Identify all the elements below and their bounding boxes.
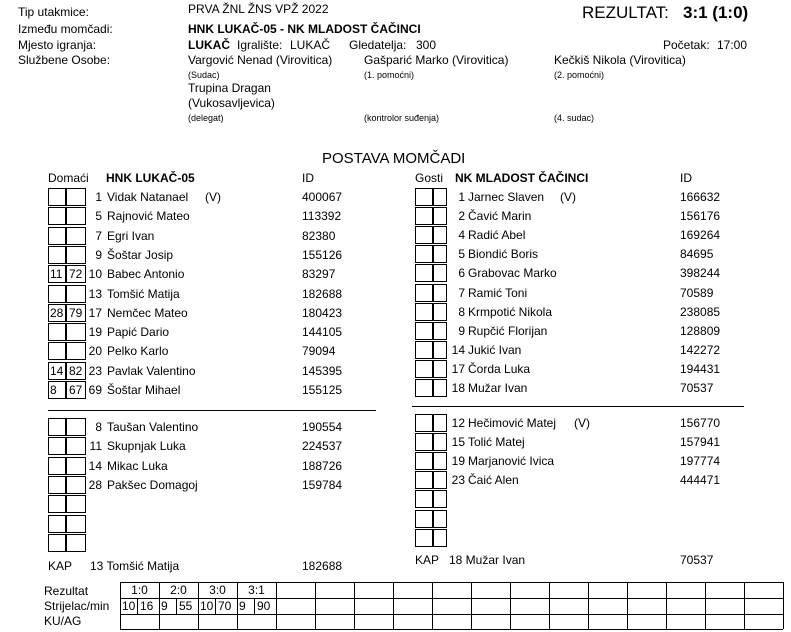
player-name: Babec Antonio xyxy=(107,267,185,282)
player-id: 84695 xyxy=(680,247,714,262)
player-number: 14 xyxy=(88,458,102,473)
sub-minute-box xyxy=(433,245,447,263)
start-label: Početak: xyxy=(663,38,710,52)
result-value: 3:1 (1:0) xyxy=(683,3,749,22)
home-captain-name: 13 Tomšić Matija xyxy=(90,559,180,573)
home-id-header: ID xyxy=(302,171,314,185)
player-id: 144105 xyxy=(302,325,343,340)
grid-hline xyxy=(120,614,783,615)
sub-minute-box xyxy=(415,245,433,263)
player-number: 15 xyxy=(451,435,465,450)
sub-minute: 82 xyxy=(69,363,83,378)
pitch-label: Igralište: xyxy=(237,38,283,52)
away-divider xyxy=(412,406,744,407)
player-id: 70589 xyxy=(680,285,714,300)
assistant2-role: (2. pomoćni) xyxy=(554,70,605,80)
player-id: 169264 xyxy=(680,228,721,243)
grid-vline xyxy=(510,582,511,629)
player-number: 1 xyxy=(458,190,465,204)
player-name: Ramić Toni xyxy=(468,285,528,300)
sub-minute-box xyxy=(415,207,433,225)
scorer-row-label: Strijelac/min xyxy=(44,599,110,613)
captain-flag: (V) xyxy=(560,190,576,204)
grid-split xyxy=(176,598,177,614)
spectators-value: 300 xyxy=(416,38,437,52)
player-number: 9 xyxy=(95,247,102,262)
pitch-value: LUKAČ xyxy=(290,38,331,52)
sub-minute-box xyxy=(48,207,66,225)
player-number: 9 xyxy=(458,323,465,338)
scorer-number: 10 xyxy=(200,599,214,613)
sub-minute-box xyxy=(415,490,433,508)
grid-split xyxy=(215,598,216,614)
player-id: 197774 xyxy=(680,454,721,469)
grid-vline xyxy=(744,582,745,629)
referee-name: Vargović Nenad (Virovitica) xyxy=(188,53,333,67)
player-number: 1 xyxy=(95,190,102,204)
sub-minute-box xyxy=(66,418,86,436)
score-cell: 1:0 xyxy=(131,583,148,597)
sub-minute-box xyxy=(415,471,433,489)
away-label: Gosti xyxy=(415,171,444,185)
score-cell: 3:0 xyxy=(209,583,226,597)
sub-minute-box xyxy=(415,303,433,321)
grid-vline xyxy=(276,582,277,629)
sub-minute-box xyxy=(66,495,86,513)
player-id: 79094 xyxy=(302,344,336,359)
assistant1-role: (1. pomoćni) xyxy=(364,70,415,80)
player-id: 70537 xyxy=(680,381,714,395)
sub-minute-box xyxy=(433,322,447,340)
sub-minute-box xyxy=(415,452,433,470)
sub-minute-box xyxy=(48,342,66,360)
player-id: 180423 xyxy=(302,305,343,320)
grid-hline xyxy=(120,629,783,630)
player-number: 4 xyxy=(458,228,465,243)
player-name: Tolić Matej xyxy=(468,435,525,450)
away-id-header: ID xyxy=(680,171,692,185)
grid-vline xyxy=(783,582,784,629)
player-number: 18 xyxy=(451,381,465,395)
controller-role: (kontrolor suđenja) xyxy=(364,113,440,123)
sub-minute-box xyxy=(66,457,86,475)
player-name: Taušan Valentino xyxy=(107,420,199,434)
player-id: 188726 xyxy=(302,458,343,473)
player-name: Čaić Alen xyxy=(468,473,519,488)
sub-minute-box xyxy=(48,285,66,303)
sub-minute-box xyxy=(66,207,86,225)
player-number: 7 xyxy=(95,228,102,243)
player-id: 400067 xyxy=(302,190,343,204)
player-name: Radić Abel xyxy=(468,228,526,243)
sub-minute-box xyxy=(433,452,447,470)
player-id: 156770 xyxy=(680,416,721,430)
home-captain-id: 182688 xyxy=(302,559,343,573)
player-name: Pavlak Valentino xyxy=(107,363,196,378)
sub-minute: 72 xyxy=(69,267,83,282)
sub-minute-box xyxy=(433,303,447,321)
player-number: 5 xyxy=(95,209,102,224)
away-captain-id: 70537 xyxy=(680,553,714,567)
sub-minute-box xyxy=(66,323,86,341)
captain-flag: (V) xyxy=(205,190,221,204)
sub-minute-box xyxy=(433,490,447,508)
venue-value: LUKAČ xyxy=(188,38,230,52)
scorer-minute: 16 xyxy=(140,599,154,613)
player-name: Krmpotić Nikola xyxy=(468,304,553,319)
scorer-minute: 90 xyxy=(257,599,271,613)
grid-vline xyxy=(354,582,355,629)
delegate-name-line2: (Vukosavljevica) xyxy=(188,96,275,110)
sub-minute-box xyxy=(415,529,433,547)
delegate-name-line1: Trupina Dragan xyxy=(188,81,271,95)
sub-minute-box xyxy=(66,227,86,245)
teams-label: Između momčadi: xyxy=(18,22,113,36)
sub-minute-box xyxy=(48,495,66,513)
sub-minute-box xyxy=(433,414,447,432)
player-number: 28 xyxy=(88,477,102,492)
player-number: 8 xyxy=(95,420,102,434)
player-id: 166632 xyxy=(680,190,721,204)
assistant1-name: Gašparić Marko (Virovitica) xyxy=(364,53,509,67)
player-name: Mikac Luka xyxy=(107,458,168,473)
player-name: Marjanović Ivica xyxy=(468,454,555,469)
player-number: 11 xyxy=(89,439,102,454)
sub-in-number: 8 xyxy=(50,383,57,397)
spectators-label: Gledatelja: xyxy=(349,38,407,52)
sub-minute-box xyxy=(48,534,66,552)
sub-minute-box xyxy=(48,457,66,475)
score-cell: 3:1 xyxy=(248,583,265,597)
fourth-official-role: (4. sudac) xyxy=(554,113,595,123)
teams-value: HNK LUKAČ-05 - NK MLADOST ČAČINCI xyxy=(188,22,421,36)
player-id: 157941 xyxy=(680,435,721,450)
player-id: 182688 xyxy=(302,286,343,301)
player-number: 17 xyxy=(451,361,465,376)
sub-minute-box xyxy=(433,284,447,302)
lineup-title: POSTAVA MOMČADI xyxy=(322,150,466,167)
sub-minute-box xyxy=(433,471,447,489)
player-name: Pelko Karlo xyxy=(107,344,169,359)
sub-minute-box xyxy=(48,437,66,455)
scorer-number: 9 xyxy=(161,599,168,613)
player-number: 17 xyxy=(88,305,102,320)
player-id: 142272 xyxy=(680,342,721,357)
sub-minute-box xyxy=(433,264,447,282)
grid-vline xyxy=(666,582,667,629)
kuag-row-label: KU/AG xyxy=(44,614,82,628)
delegate-role: (delegat) xyxy=(188,113,224,123)
sub-minute-box xyxy=(66,246,86,264)
result-label: REZULTAT: xyxy=(582,3,669,22)
grid-vline xyxy=(705,582,706,629)
grid-vline xyxy=(315,582,316,629)
player-name: Čavić Marin xyxy=(468,209,532,224)
scorer-number: 10 xyxy=(122,599,136,613)
player-number: 19 xyxy=(88,325,102,340)
match-type-value: PRVA ŽNL ŽNS VPŽ 2022 xyxy=(188,2,329,16)
sub-minute-box xyxy=(433,360,447,378)
player-number: 7 xyxy=(458,285,465,300)
sub-minute-box xyxy=(48,476,66,494)
player-name: Mužar Ivan xyxy=(468,381,528,395)
captain-flag: (V) xyxy=(574,416,590,430)
sub-minute-box xyxy=(66,188,86,206)
match-type-label: Tip utakmice: xyxy=(18,5,89,19)
player-id: 155126 xyxy=(302,247,343,262)
player-number: 10 xyxy=(88,267,102,282)
player-id: 190554 xyxy=(302,420,343,434)
player-name: Šoštar Josip xyxy=(107,247,174,262)
player-name: Hečimović Matej xyxy=(468,416,557,430)
sub-minute-box xyxy=(433,433,447,451)
player-number: 19 xyxy=(451,454,465,469)
sub-in-number: 28 xyxy=(50,305,64,320)
player-name: Grabovac Marko xyxy=(468,266,557,281)
sub-minute-box xyxy=(415,264,433,282)
sub-minute-box xyxy=(66,515,86,533)
away-captain-name: 18 Mužar Ivan xyxy=(449,553,526,567)
sub-minute-box xyxy=(433,379,447,397)
scorer-number: 9 xyxy=(239,599,246,613)
sub-minute-box xyxy=(66,534,86,552)
grid-vline xyxy=(393,582,394,629)
player-name: Papić Dario xyxy=(107,325,170,340)
sub-minute-box xyxy=(433,226,447,244)
sub-minute-box xyxy=(433,529,447,547)
referee-role: (Sudac) xyxy=(188,70,220,80)
home-team-name: HNK LUKAČ-05 xyxy=(106,171,195,185)
player-id: 159784 xyxy=(302,477,343,492)
sub-minute-box xyxy=(48,188,66,206)
sub-minute-box xyxy=(66,285,86,303)
result-row-label: Rezultat xyxy=(44,584,89,598)
player-id: 82380 xyxy=(302,228,336,243)
sub-minute-box xyxy=(415,414,433,432)
player-number: 23 xyxy=(451,473,465,488)
away-team-name: NK MLADOST ČAČINCI xyxy=(455,171,589,185)
sub-minute-box xyxy=(66,476,86,494)
player-number: 8 xyxy=(458,304,465,319)
player-name: Čorda Luka xyxy=(468,361,531,376)
sub-minute-box xyxy=(48,515,66,533)
player-number: 20 xyxy=(88,344,102,359)
player-name: Tomšić Matija xyxy=(107,286,180,301)
sub-minute-box xyxy=(48,246,66,264)
player-name: Skupnjak Luka xyxy=(107,439,186,454)
player-name: Jukić Ivan xyxy=(468,342,522,357)
home-captain-label: KAP xyxy=(48,559,73,573)
sub-minute-box xyxy=(415,322,433,340)
sub-minute-box xyxy=(48,227,66,245)
player-number: 69 xyxy=(88,383,102,397)
scorer-minute: 70 xyxy=(218,599,232,613)
player-number: 23 xyxy=(88,363,102,378)
assistant2-name: Kečkiš Nikola (Virovitica) xyxy=(554,53,686,67)
sub-minute-box xyxy=(415,284,433,302)
sub-minute-box xyxy=(415,433,433,451)
sub-minute-box xyxy=(48,323,66,341)
grid-vline xyxy=(588,582,589,629)
player-id: 83297 xyxy=(302,267,336,282)
player-name: Biondić Boris xyxy=(468,247,539,262)
sub-minute-box xyxy=(415,360,433,378)
player-id: 238085 xyxy=(680,304,721,319)
home-divider xyxy=(48,410,376,411)
sub-minute-box xyxy=(415,510,433,528)
player-name: Egri Ivan xyxy=(107,228,155,243)
player-id: 398244 xyxy=(680,266,721,281)
officials-label: Službene Osobe: xyxy=(18,53,111,67)
player-number: 2 xyxy=(458,209,465,224)
player-id: 194431 xyxy=(680,361,721,376)
grid-vline xyxy=(471,582,472,629)
sub-minute-box xyxy=(433,188,447,206)
sub-minute-box xyxy=(48,418,66,436)
sub-in-number: 11 xyxy=(50,267,63,282)
player-id: 156176 xyxy=(680,209,721,224)
sub-minute: 79 xyxy=(69,305,83,320)
player-id: 444471 xyxy=(680,473,721,488)
start-value: 17:00 xyxy=(717,38,748,52)
grid-vline xyxy=(549,582,550,629)
player-number: 13 xyxy=(88,286,102,301)
player-id: 155125 xyxy=(302,383,343,397)
player-number: 12 xyxy=(451,416,465,430)
player-name: Rajnović Mateo xyxy=(107,209,190,224)
score-cell: 2:0 xyxy=(170,583,187,597)
player-number: 6 xyxy=(458,266,465,281)
sub-in-number: 14 xyxy=(50,363,64,378)
venue-label: Mjesto igranja: xyxy=(18,38,97,52)
home-label: Domaći xyxy=(48,171,89,185)
player-id: 128809 xyxy=(680,323,721,338)
grid-vline xyxy=(627,582,628,629)
player-id: 145395 xyxy=(302,363,343,378)
player-name: Vidak Natanael xyxy=(107,190,189,204)
sub-minute-box xyxy=(66,342,86,360)
sub-minute: 67 xyxy=(69,383,83,397)
player-number: 5 xyxy=(458,247,465,262)
away-captain-label: KAP xyxy=(415,553,440,567)
player-name: Pakšec Domagoj xyxy=(107,477,198,492)
sub-minute-box xyxy=(433,510,447,528)
player-name: Rupčić Florijan xyxy=(468,323,548,338)
grid-split xyxy=(254,598,255,614)
sub-minute-box xyxy=(415,188,433,206)
scorer-minute: 55 xyxy=(179,599,193,613)
player-id: 224537 xyxy=(302,439,343,454)
player-name: Nemčec Mateo xyxy=(107,305,188,320)
sub-minute-box xyxy=(415,341,433,359)
player-name: Jarnec Slaven xyxy=(468,190,545,204)
player-number: 14 xyxy=(451,342,465,357)
grid-split xyxy=(137,598,138,614)
grid-vline xyxy=(432,582,433,629)
sub-minute-box xyxy=(415,379,433,397)
sub-minute-box xyxy=(433,207,447,225)
player-name: Šoštar Mihael xyxy=(107,383,181,397)
player-id: 113392 xyxy=(302,209,342,224)
sub-minute-box xyxy=(415,226,433,244)
sub-minute-box xyxy=(433,341,447,359)
sub-minute-box xyxy=(66,437,86,455)
